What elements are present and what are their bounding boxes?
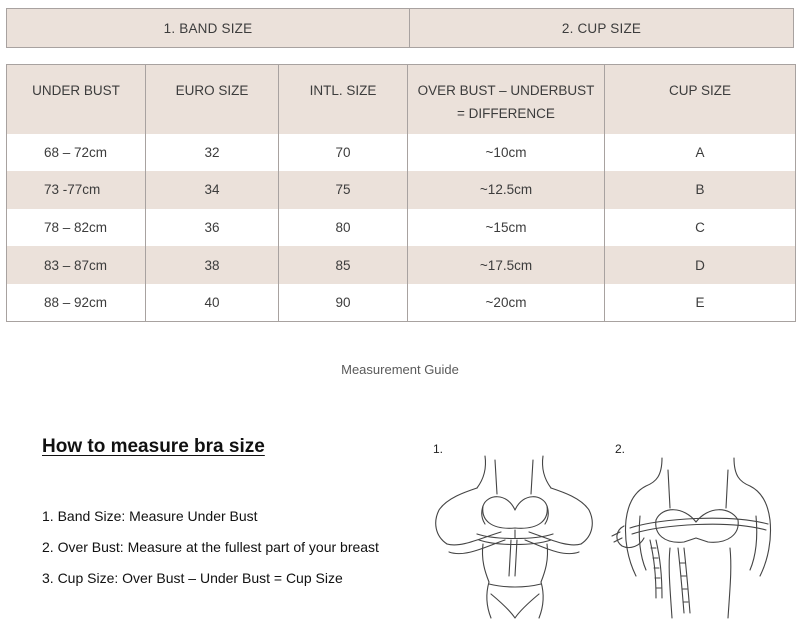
measurement-guide-caption: Measurement Guide <box>341 362 459 377</box>
cell-intl-size: 90 <box>279 284 408 322</box>
col-header-cup-size: CUP SIZE <box>605 65 796 134</box>
band-measure-illustration <box>425 448 610 620</box>
how-to-steps <box>42 508 379 601</box>
col-header-difference: OVER BUST – UNDERBUST = DIFFERENCE <box>408 65 605 134</box>
step-item: 1. Band Size: Measure Under Bust <box>42 508 258 524</box>
cell-difference: ~15cm <box>408 209 605 247</box>
cup-size-heading: 2. CUP SIZE <box>561 20 642 36</box>
cell-intl-size: 70 <box>279 134 408 172</box>
step-item: 2. Over Bust: Measure at the fullest part of your breast <box>42 539 379 555</box>
table-row <box>7 284 796 322</box>
step-item: 3. Cup Size: Over Bust – Under Bust = Cup Size <box>42 570 343 586</box>
cell-intl-size: 85 <box>279 246 408 284</box>
table-header-row <box>7 65 796 134</box>
cell-cup-size: D <box>605 246 796 284</box>
cell-difference: ~12.5cm <box>408 171 605 209</box>
cell-under-bust: 83 – 87cm <box>7 246 146 284</box>
cell-under-bust: 73 -77cm <box>7 171 146 209</box>
cell-euro-size: 32 <box>146 134 279 172</box>
cell-intl-size: 75 <box>279 171 408 209</box>
cell-intl-size: 80 <box>279 209 408 247</box>
figure-2-label: 2. <box>615 442 626 456</box>
col-header-euro-size: EURO SIZE <box>146 65 279 134</box>
cell-cup-size: E <box>605 284 796 322</box>
cell-euro-size: 36 <box>146 209 279 247</box>
cell-cup-size: C <box>605 209 796 247</box>
cell-under-bust: 68 – 72cm <box>7 134 146 172</box>
size-chart-table <box>6 64 796 322</box>
cell-difference: ~10cm <box>408 134 605 172</box>
cell-cup-size: A <box>605 134 796 172</box>
bust-measure-illustration <box>610 448 790 620</box>
band-size-heading: 1. BAND SIZE <box>7 9 410 47</box>
cell-cup-size: B <box>605 171 796 209</box>
cell-euro-size: 40 <box>146 284 279 322</box>
cell-under-bust: 78 – 82cm <box>7 209 146 247</box>
cell-euro-size: 34 <box>146 171 279 209</box>
table-row <box>7 171 796 209</box>
col-header-under-bust: UNDER BUST <box>7 65 146 134</box>
table-row <box>7 246 796 284</box>
table-row <box>7 209 796 247</box>
table-row <box>7 134 796 172</box>
section-header <box>6 8 794 48</box>
how-to-title: How to measure bra size <box>42 436 265 457</box>
col-header-intl-size: INTL. SIZE <box>279 65 408 134</box>
cell-difference: ~20cm <box>408 284 605 322</box>
figure-1-label: 1. <box>433 442 444 456</box>
cell-euro-size: 38 <box>146 246 279 284</box>
cell-difference: ~17.5cm <box>408 246 605 284</box>
cell-under-bust: 88 – 92cm <box>7 284 146 322</box>
